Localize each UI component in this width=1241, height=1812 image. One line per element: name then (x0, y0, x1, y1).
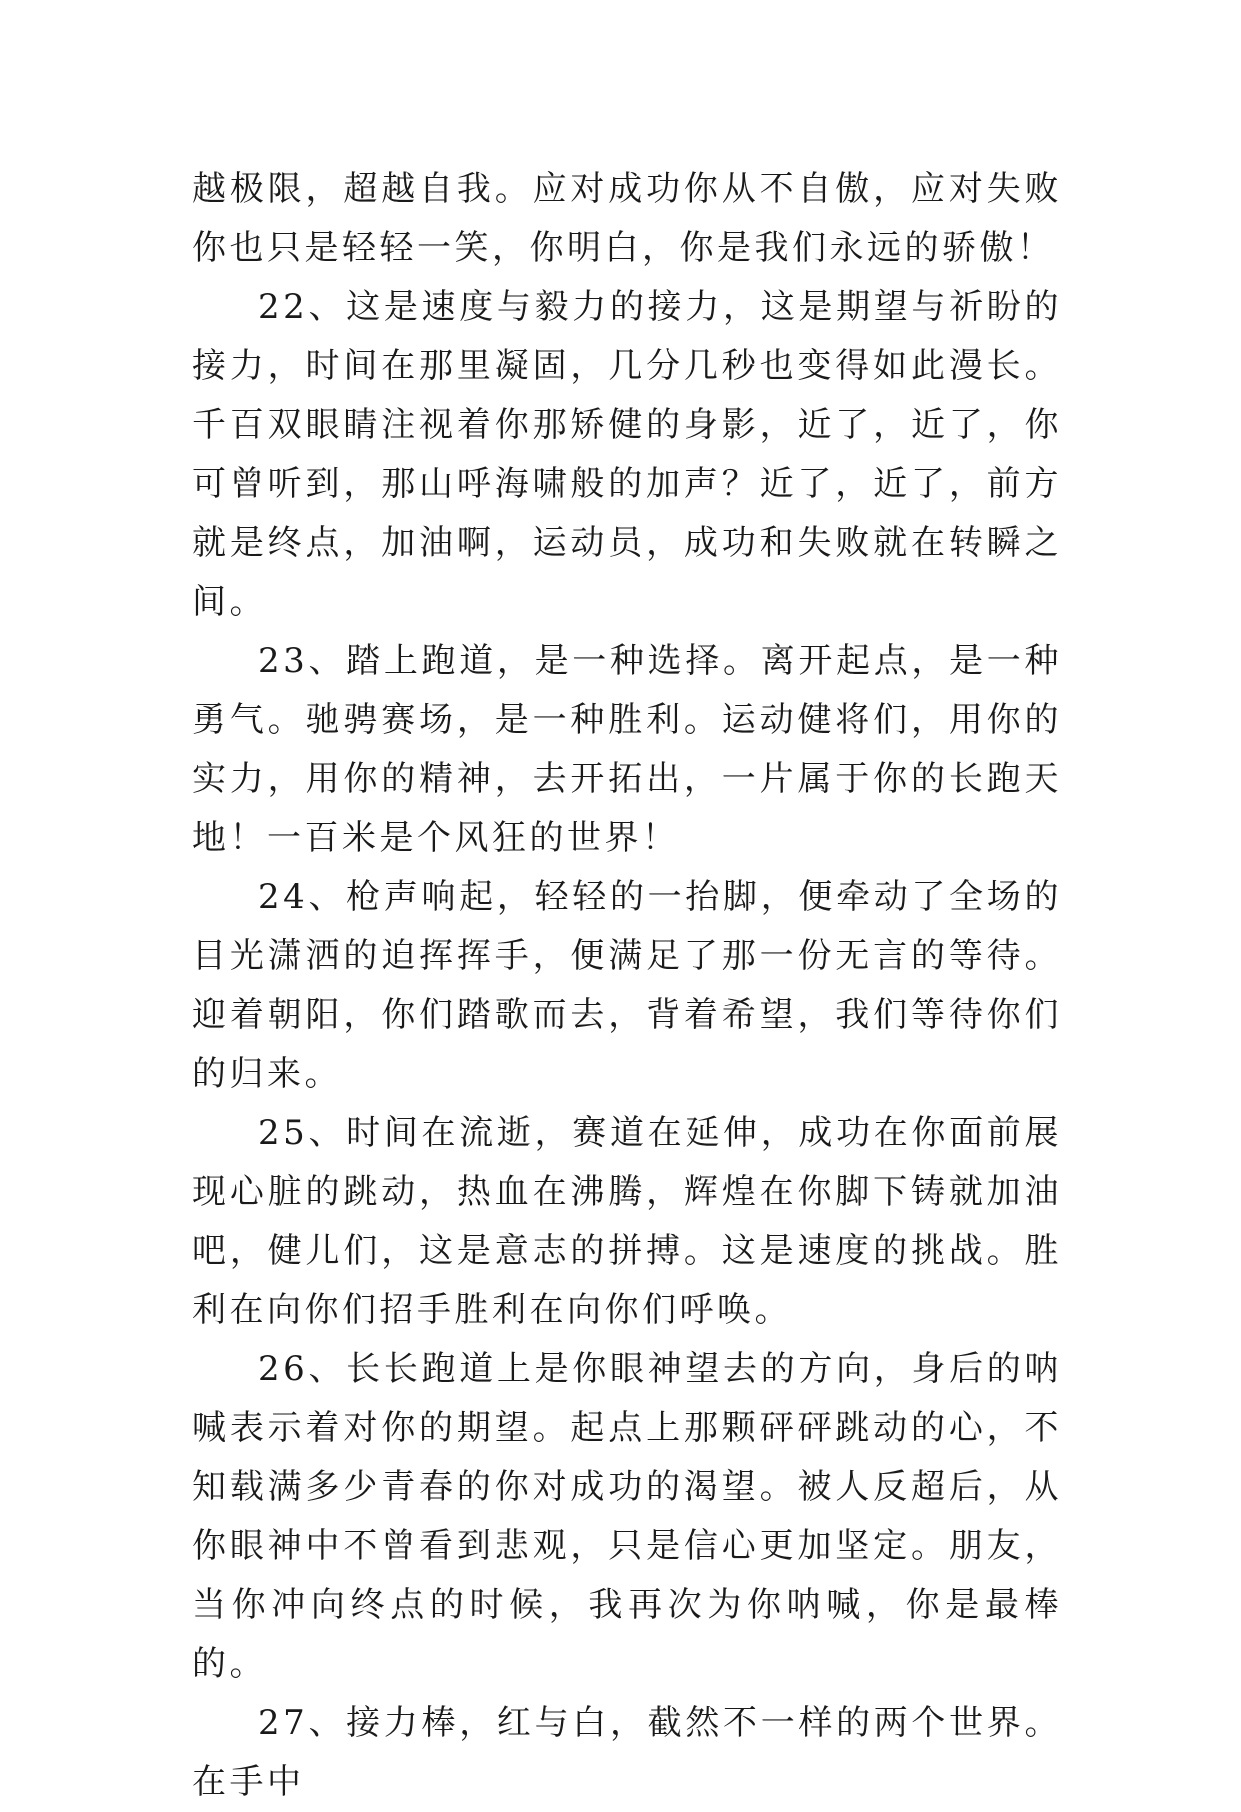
paragraph-24: 24、枪声响起，轻轻的一抬脚，便牵动了全场的目光潇洒的迫挥挥手，便满足了那一份无言的等待。迎着朝阳，你们踏歌而去，背着希望，我们等待你们的归来。 (192, 877, 1062, 1094)
document-body (192, 160, 1062, 1812)
paragraph-25: 25、时间在流逝，赛道在延伸，成功在你面前展现心脏的跳动，热血在沸腾，辉煌在你脚下铸就加油吧，健儿们，这是意志的拼搏。这是速度的挑战。胜利在向你们招手胜利在向你们呼唤。 (192, 1113, 1062, 1330)
paragraph-22: 22、这是速度与毅力的接力，这是期望与祈盼的接力，时间在那里凝固，几分几秒也变得如此漫长。千百双眼睛注视着你那矫健的身影，近了，近了，你可曾听到，那山呼海啸般的加声？近了，近了，前方就是终点，加油啊，运动员，成功和失败就在转瞬之间。 (192, 287, 1062, 622)
paragraph-27: 27、接力棒，红与白，截然不一样的两个世界。在手中 (192, 1703, 1062, 1802)
paragraph-continuation: 越极限，超越自我。应对成功你从不自傲，应对失败你也只是轻轻一笑，你明白，你是我们永远的骄傲！ (192, 169, 1062, 268)
paragraph-26: 26、长长跑道上是你眼神望去的方向，身后的呐喊表示着对你的期望。起点上那颗砰砰跳动的心，不知载满多少青春的你对成功的渴望。被人反超后，从你眼神中不曾看到悲观，只是信心更加坚定。朋友，当你冲向终点的时候，我再次为你呐喊，你是最棒的。 (192, 1349, 1062, 1684)
paragraph-23: 23、踏上跑道，是一种选择。离开起点，是一种勇气。驰骋赛场，是一种胜利。运动健将们，用你的实力，用你的精神，去开拓出，一片属于你的长跑天地！一百米是个风狂的世界！ (192, 641, 1062, 858)
